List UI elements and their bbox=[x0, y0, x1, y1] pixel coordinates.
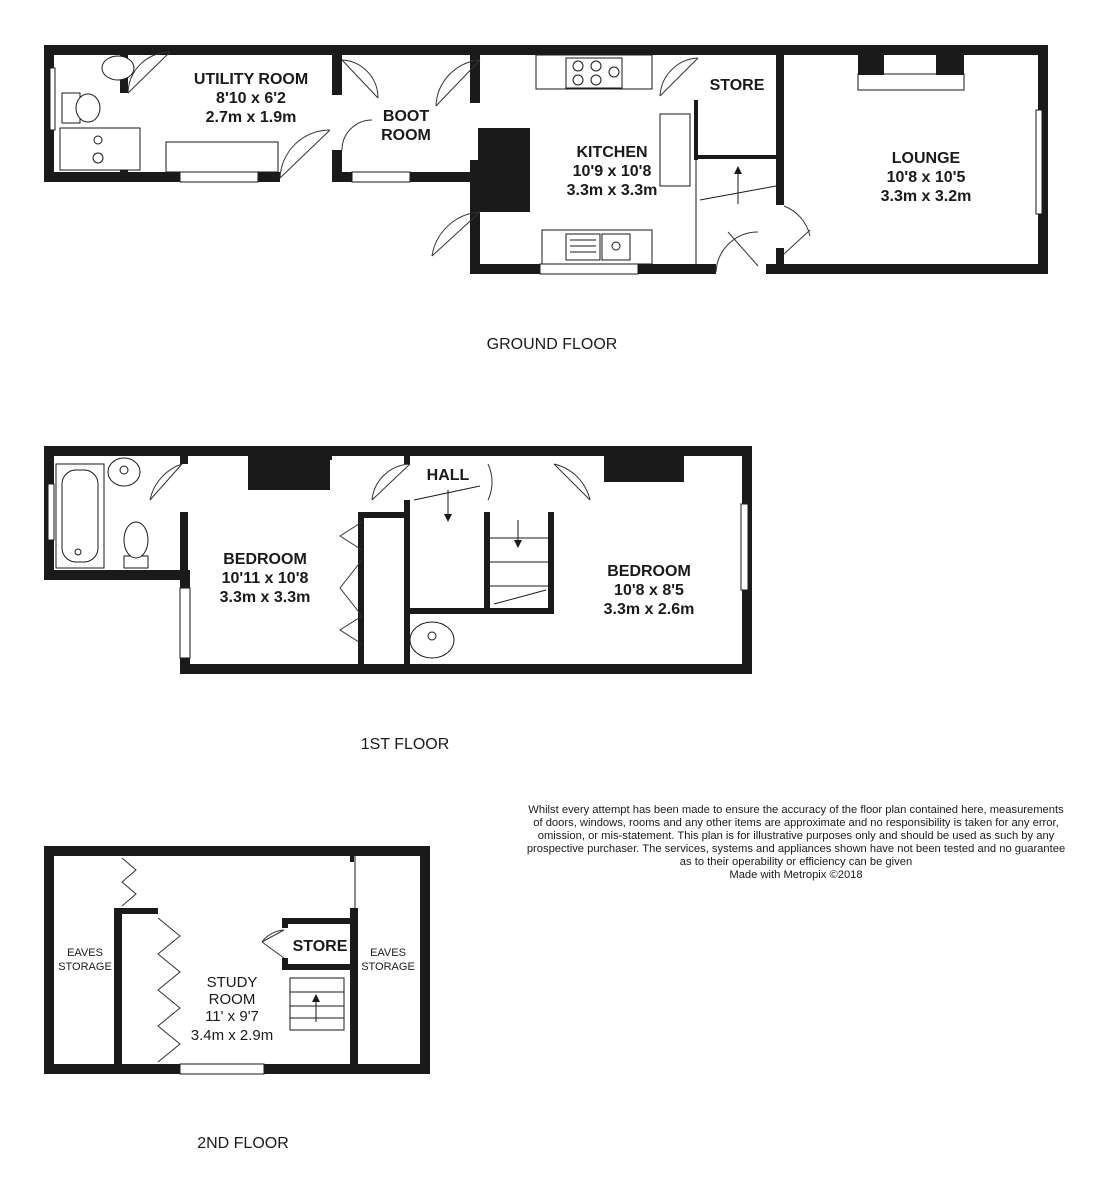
ground-floor-label: GROUND FLOOR bbox=[486, 336, 618, 353]
disclaimer-text bbox=[490, 804, 1102, 882]
store-2nd-name: STORE bbox=[292, 938, 348, 955]
lounge-imperial: 10'8 x 10'5 bbox=[886, 169, 966, 186]
bedroom1-imperial: 10'11 x 10'8 bbox=[221, 570, 309, 587]
disclaimer-line: prospective purchaser. The services, systems and appliances shown have not been tested and no guarantee bbox=[526, 843, 1066, 855]
bedroom2-name: BEDROOM bbox=[607, 563, 691, 580]
utility-room-imperial: 8'10 x 6'2 bbox=[216, 90, 286, 107]
kitchen-name: KITCHEN bbox=[576, 144, 648, 161]
first-floor-label: 1ST FLOOR bbox=[360, 736, 450, 753]
eaves-left-line1: EAVES bbox=[67, 947, 103, 959]
first-floor-plan bbox=[44, 446, 752, 753]
ground-floor-plan bbox=[44, 45, 1048, 353]
disclaimer-credit: Made with Metropix ©2018 bbox=[729, 869, 863, 881]
kitchen-imperial: 10'9 x 10'8 bbox=[572, 163, 652, 180]
bedroom1-metric: 3.3m x 3.3m bbox=[219, 589, 311, 606]
second-floor-plan bbox=[44, 846, 430, 1152]
utility-room-metric: 2.7m x 1.9m bbox=[205, 109, 297, 126]
lounge-metric: 3.3m x 3.2m bbox=[880, 188, 972, 205]
utility-room-name: UTILITY ROOM bbox=[193, 71, 309, 88]
eaves-right-line1: EAVES bbox=[370, 947, 406, 959]
study-metric: 3.4m x 2.9m bbox=[190, 1027, 274, 1044]
bedroom1-name: BEDROOM bbox=[223, 551, 307, 568]
hall-name: HALL bbox=[426, 467, 470, 484]
bedroom2-metric: 3.3m x 2.6m bbox=[603, 601, 695, 618]
eaves-right-line2: STORAGE bbox=[361, 961, 415, 973]
second-floor-label: 2ND FLOOR bbox=[197, 1135, 289, 1152]
bedroom2-imperial: 10'8 x 8'5 bbox=[614, 582, 684, 599]
boot-room-name-line2: ROOM bbox=[381, 127, 431, 144]
lounge-name: LOUNGE bbox=[891, 150, 961, 167]
disclaimer-line: Whilst every attempt has been made to ensure the accuracy of the floor plan contained here, measurements bbox=[528, 804, 1064, 816]
disclaimer-line: of doors, windows, rooms and any other items are approximate and no responsibility is taken for any error, bbox=[533, 817, 1059, 829]
store-name: STORE bbox=[709, 77, 765, 94]
disclaimer-line: as to their operability or efficiency can be given bbox=[679, 856, 913, 868]
eaves-left-line2: STORAGE bbox=[58, 961, 112, 973]
kitchen-metric: 3.3m x 3.3m bbox=[566, 182, 658, 199]
study-name-line1: STUDY bbox=[206, 974, 258, 991]
study-name-line2: ROOM bbox=[208, 991, 256, 1008]
study-imperial: 11' x 9'7 bbox=[205, 1008, 259, 1025]
disclaimer-line: omission, or mis-statement. This plan is for illustrative purposes only and should be used as such by any bbox=[537, 830, 1055, 842]
boot-room-name-line1: BOOT bbox=[382, 108, 430, 125]
